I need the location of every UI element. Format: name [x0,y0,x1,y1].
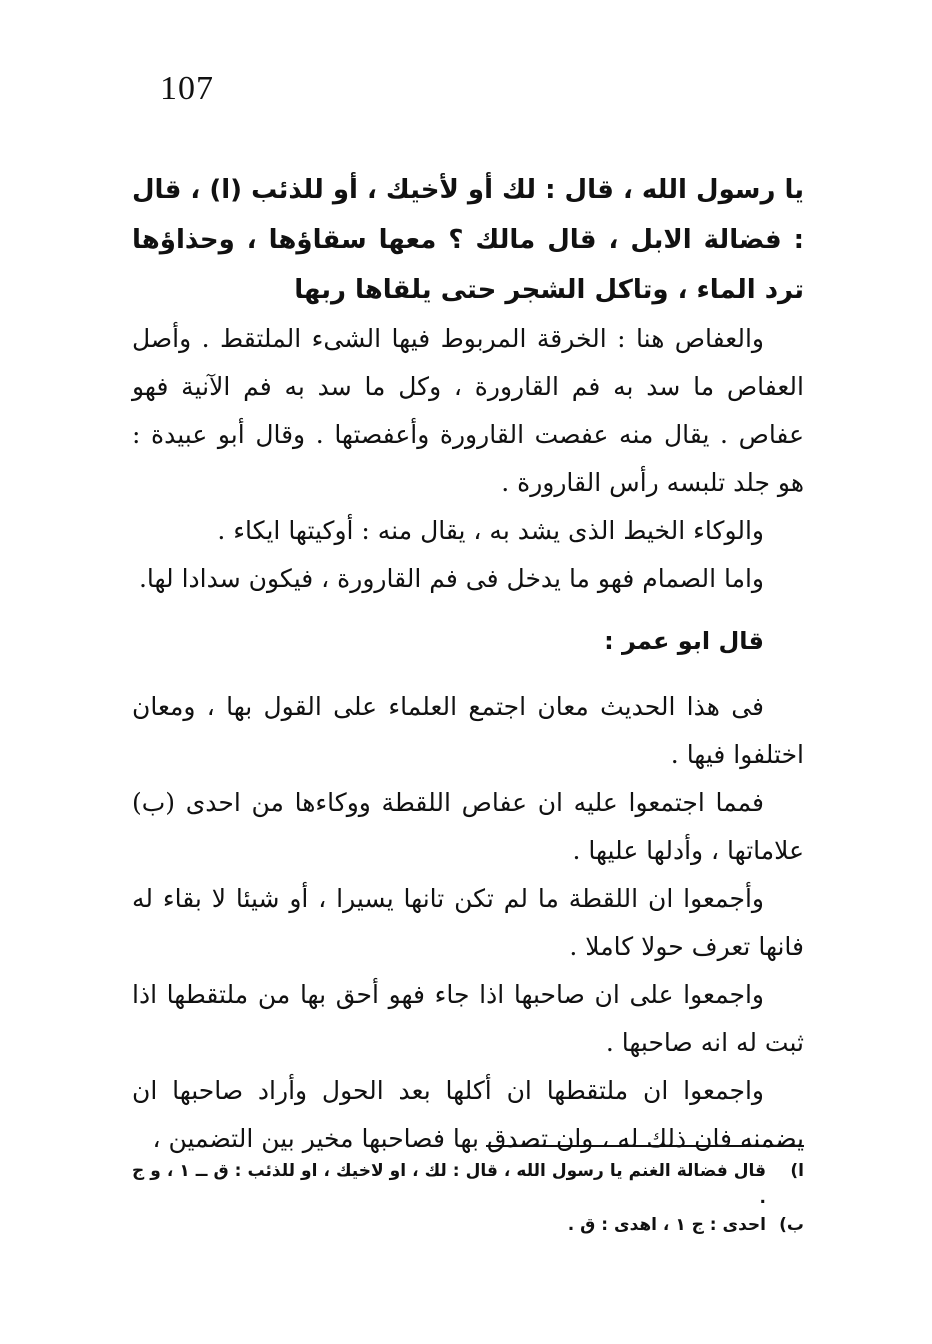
footnote-a [132,1158,804,1212]
paragraph-agreement-year: وأجمعوا ان اللقطة ما لم تكن تانها يسيرا ، أو شيئا لا بقاء له فانها تعرف حولا كاملا . [132,884,804,961]
hadith-continuation-paragraph: يا رسول الله ، قال : لك أو لأخيك ، أو للذئب (ا) ، قال : فضالة الابل ، قال مالك ؟ معها سقاؤها ، وحذاؤها ترد الماء ، وتاكل الشجر حتى يلقاها ربها [132,175,804,305]
main-text [132,165,804,1163]
paragraph-simam-definition: واما الصمام فهو ما يدخل فى فم القارورة ، فيكون سدادا لها. [138,564,764,593]
paragraph-wikaa-definition: والوكاء الخيط الذى يشد به ، يقال منه : أوكيتها ايكاء . [217,516,764,545]
paragraph-agreement-liability: واجمعوا ان ملتقطها ان أكلها بعد الحول وأراد صاحبها ان يضمنه فان ذلك له ، وان تصدق بها فصاحبها مخير بين التضمين ، [132,1076,804,1153]
paragraph-agreement-signs: فمما اجتمعوا عليه ان عفاص اللقطة ووكاءها من احدى (ب) علاماتها ، وأدلها عليها . [132,788,804,865]
section-heading: قال ابو عمر : [604,627,764,655]
paragraph-afas-definition: والعفاص هنا : الخرقة المربوط فيها الشىء الملتقط . وأصل العفاص ما سد به فم القارورة ، وكل ما سد به فم الآنية فهو عفاص . يقال منه عفصت القارورة وأعفصتها . وقال أبو عبيدة : هو جلد تلبسه رأس القارورة . [132,324,804,497]
page-number: 107 [160,70,214,107]
footnote-separator [486,1145,804,1147]
footnote-b [132,1212,804,1239]
footnote-text: احدى : ج ١ ، اهدى : ق . [567,1215,766,1235]
footnote-marker: ا) [790,1161,804,1181]
paragraph-meanings: فى هذا الحديث معان اجتمع العلماء على القول بها ، ومعان اختلفوا فيها . [132,692,804,769]
footnotes [132,1158,804,1239]
paragraph-agreement-owner: واجمعوا على ان صاحبها اذا جاء فهو أحق بها من ملتقطها اذا ثبت له انه صاحبها . [132,980,804,1057]
footnote-text: قال فضالة الغنم يا رسول الله ، قال : لك ، او لاخيك ، او للذئب : ق ــ ١ ، و ج . [132,1161,766,1208]
footnote-marker: ب) [779,1215,804,1235]
